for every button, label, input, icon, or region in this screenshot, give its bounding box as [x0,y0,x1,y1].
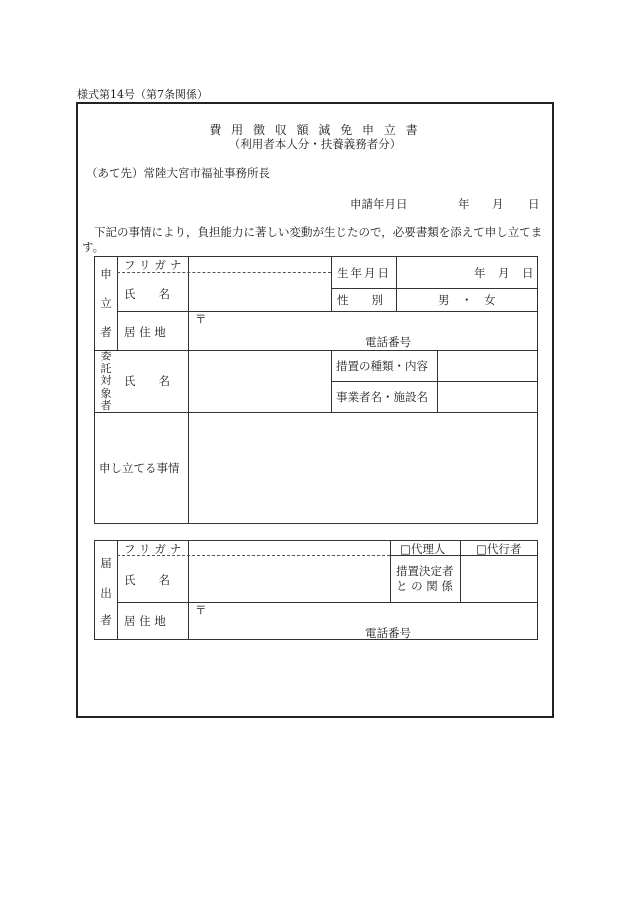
applicant-name-label: 氏 名 [124,287,170,301]
applicant-label-1: 申 [100,267,112,281]
notifier-address-label: 居 住 地 [124,614,166,628]
notifier-name-label: 氏 名 [124,573,170,587]
birth-date-year: 年 [474,266,486,280]
form-subtitle: （利用者本人分・扶養義務者分） [228,137,402,151]
facility-name-label: 事業者名・施設名 [336,390,428,404]
notifier-phone-label: 電話番号 [365,626,411,640]
agent-checkbox[interactable]: □代理人 [400,542,446,556]
applicant-address-label: 居 住 地 [124,325,166,339]
care-recipient-name-label: 氏 名 [124,374,170,388]
notifier-label-3: 者 [100,613,112,627]
application-date-day: 日 [528,197,540,211]
application-date-year: 年 [458,197,470,211]
notifier-postal-mark: 〒 [195,603,207,617]
sex-options: 男 ・ 女 [438,293,496,307]
application-date-label: 申請年月日 [350,197,408,211]
application-date-month: 月 [492,197,504,211]
relation-label-line2: と の 関 係 [396,579,453,593]
sex-label: 性 別 [337,293,383,307]
relation-label-line1: 措置決定者 [396,564,454,578]
proxy-checkbox[interactable]: □代行者 [476,542,522,556]
notifier-label-1: 届 [100,556,112,570]
birth-date-label: 生年月日 [337,266,391,280]
statement-paragraph: 下記の事情により，負担能力に著しい変動が生じたので，必要書類を添えて申し立てます。 [82,225,543,254]
measure-type-label: 措置の種類・内容 [336,359,428,373]
care-recipient-label: 委 託 対 象 者 [100,349,112,412]
form-title: 費 用 徴 収 額 減 免 申 立 書 [209,123,421,137]
applicant-phone-label: 電話番号 [365,335,411,349]
birth-date-day: 日 [522,266,534,280]
addressee: （あて先）常陸大宮市福祉事務所長 [86,166,270,180]
form-number: 様式第14号（第7条関係） [77,88,208,101]
applicant-label-2: 立 [100,296,112,310]
notifier-furigana-label: フリガナ [124,542,186,556]
applicant-label-3: 者 [100,325,112,339]
notifier-label-2: 出 [100,586,112,600]
birth-date-month: 月 [498,266,510,280]
reason-label: 申し立てる事情 [99,461,180,475]
applicant-furigana-label: フリガナ [124,258,186,272]
applicant-postal-mark: 〒 [195,312,207,326]
